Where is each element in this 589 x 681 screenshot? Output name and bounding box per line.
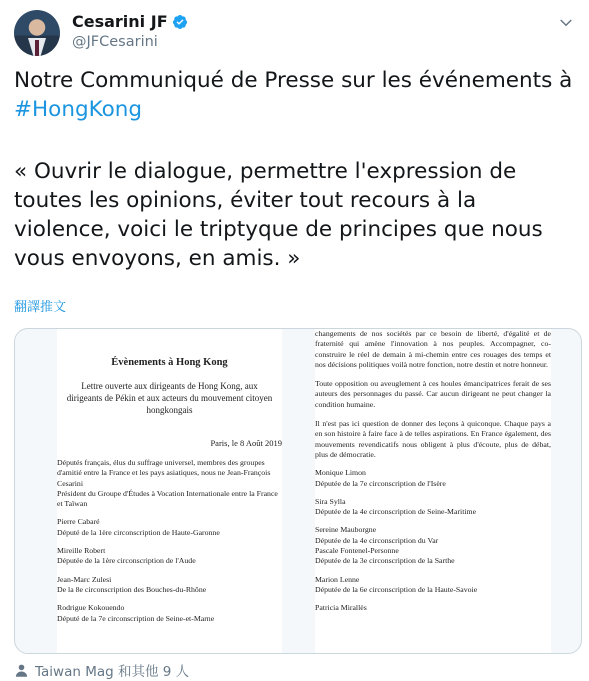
tweet-line1: Notre Communiqué de Presse sur les événements à #HongKong <box>14 68 573 122</box>
tweet-quote: « Ouvrir le dialogue, permettre l'expression de toutes les opinions, éviter tout recours à la violence, voici le triptyque de principes que nous vous envoyons, en amis. » <box>14 159 543 271</box>
document-body: changements de nos sociétés par ce besoin de liberté, d'égalité et de fraternité qui amène l'innovation à nos peuples. Accompagner, co-construire le réel de demain à mi-chemin entre ces rouages des temps et nos décisions politiques voilà notre fonction, notre destin et notre honneur. Toute opposition ou aveuglement à ces houles émancipatrices ferait de ses auteurs des personnages du passé. Car aucun dirigeant ne peut changer la condition humaine. Il n'est pas ici question de donner des leçons à quiconque. Chaque pays a en son histoire à faire face à de telles aspirations. En France également, des mouvements revendicatifs nous obligent à plus d'écoute, plus de débat, plus de démocratie. <box>315 329 551 459</box>
signatory: Monique Limon Députée de la 7e circonscription de l'Isère <box>315 468 446 488</box>
signatory: Patricia Mirallès <box>315 603 367 613</box>
tweet-text <box>14 66 574 273</box>
press-release-document <box>15 329 581 653</box>
signatory: Sira Sylla Députée de la 4e circonscription de Seine-Maritime <box>315 496 477 517</box>
document-subtitle: Lettre ouverte aux dirigeants de Hong Kong, aux dirigeants de Pékin et aux acteurs du mouvement citoyen hongkongais <box>66 381 273 415</box>
signatory: Mireille Robert Députée de la 1ère circonscription de l'Aude <box>57 546 196 566</box>
document-title: Évènements à Hong Kong <box>111 357 228 368</box>
document-left-column <box>57 329 282 653</box>
signatory: Pierre Cabaré Député de la 1ère circonscription de Haute-Garonne <box>57 517 220 537</box>
tagged-users[interactable] <box>14 660 189 680</box>
document-date: Paris, le 8 Août 2019 <box>210 438 282 448</box>
signatory: Rodrigue Kokouendo Député de la 7e circonscription de Seine-et-Marne <box>57 603 215 623</box>
display-name[interactable]: Cesarini JF <box>72 12 168 31</box>
author-handle[interactable]: @JFCesarini <box>72 34 158 50</box>
document-right-column <box>315 329 551 653</box>
tweet-media-image[interactable] <box>14 328 582 654</box>
author-info <box>72 12 188 52</box>
tagged-users-label[interactable]: Taiwan Mag 和其他 9 人 <box>35 664 190 680</box>
signatory: Sereine Mauborgne Députée de la 4e circonscription du Var Pascale Fontenel-Personne Députée de la 3e circonscription de la Sarthe <box>315 525 455 566</box>
signatory: Jean-Marc Zulesi De la 8e circonscription des Bouches-du-Rhône <box>57 574 207 594</box>
chevron-down-icon[interactable] <box>557 14 575 32</box>
tweet-header <box>14 10 575 56</box>
document-intro: Députés français, élus du suffrage universel, membres des groupes d'amitié entre la France et les pays asiatiques, nous ne Jean-François Cesarini Président du Groupe d'Études à Vocation Internationale entre la France et Taïwan <box>57 458 278 509</box>
verified-badge-icon <box>172 14 188 30</box>
signatory: Marion Lenne Députée de la 6e circonscription de la Haute-Savoie <box>315 574 478 594</box>
display-name-row[interactable] <box>72 12 188 32</box>
hashtag-link[interactable]: #HongKong <box>14 97 143 122</box>
person-icon <box>14 663 29 678</box>
avatar[interactable] <box>14 10 60 56</box>
translate-tweet-link[interactable]: 翻譯推文 <box>14 300 67 315</box>
